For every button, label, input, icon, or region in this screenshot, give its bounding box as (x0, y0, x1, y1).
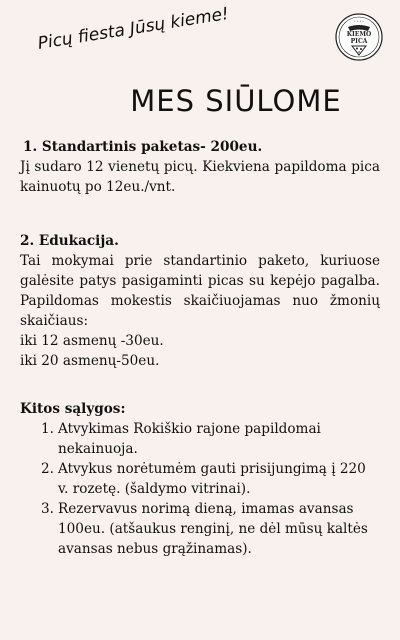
list-item-text: Rezervavus norimą dieną, imamas avansas 100eu. (atšaukus renginį, ne dėl mūsų kaltės avansas nebus grąžinamas). (58, 501, 368, 557)
list-item (20, 499, 380, 559)
conditions-list (20, 419, 380, 559)
section-1-heading: 1. Standartinis paketas- 200eu. (23, 139, 263, 155)
list-item-number: 2. (41, 461, 54, 477)
svg-text:• • • •: • • • • (354, 19, 364, 23)
logo-top-text: KIEMO (346, 31, 372, 38)
logo-bottom-text: PICA (350, 38, 368, 45)
page-title: MES SIŪLOME (130, 84, 342, 118)
section-2-heading: 2. Edukacija. (20, 233, 119, 249)
list-item (20, 419, 380, 459)
kiemo-pica-logo (334, 12, 384, 62)
price-line-12: iki 12 asmenų -30eu. (20, 333, 164, 349)
tagline: Picų fiesta Jūsų kieme! (36, 3, 231, 54)
list-item-text: Atvykimas Rokiškio rajone papildomai nekainuoja. (58, 421, 321, 457)
list-item-text: Atvykus norėtumėm gauti prisijungimą į 220 v. rozetę. (šaldymo vitrinai). (58, 461, 366, 497)
section-1-text: Jį sudaro 12 vienetų picų. Kiekviena papildoma pica kainuotų po 12eu./vnt. (20, 159, 380, 195)
section-2-text: Tai mokymai prie standartinio paketo, kuriuose galėsite patys pasigaminti picas su kepėjo pagalba. Papildomas mokestis skaičiuojamas nuo žmonių skaičiaus: (20, 253, 380, 329)
conditions-heading: Kitos sąlygos: (20, 401, 126, 417)
list-item (20, 459, 380, 499)
offer-content (20, 137, 380, 559)
price-line-20: iki 20 asmenų-50eu. (20, 353, 160, 369)
list-item-number: 3. (41, 501, 54, 517)
list-item-number: 1. (41, 421, 54, 437)
